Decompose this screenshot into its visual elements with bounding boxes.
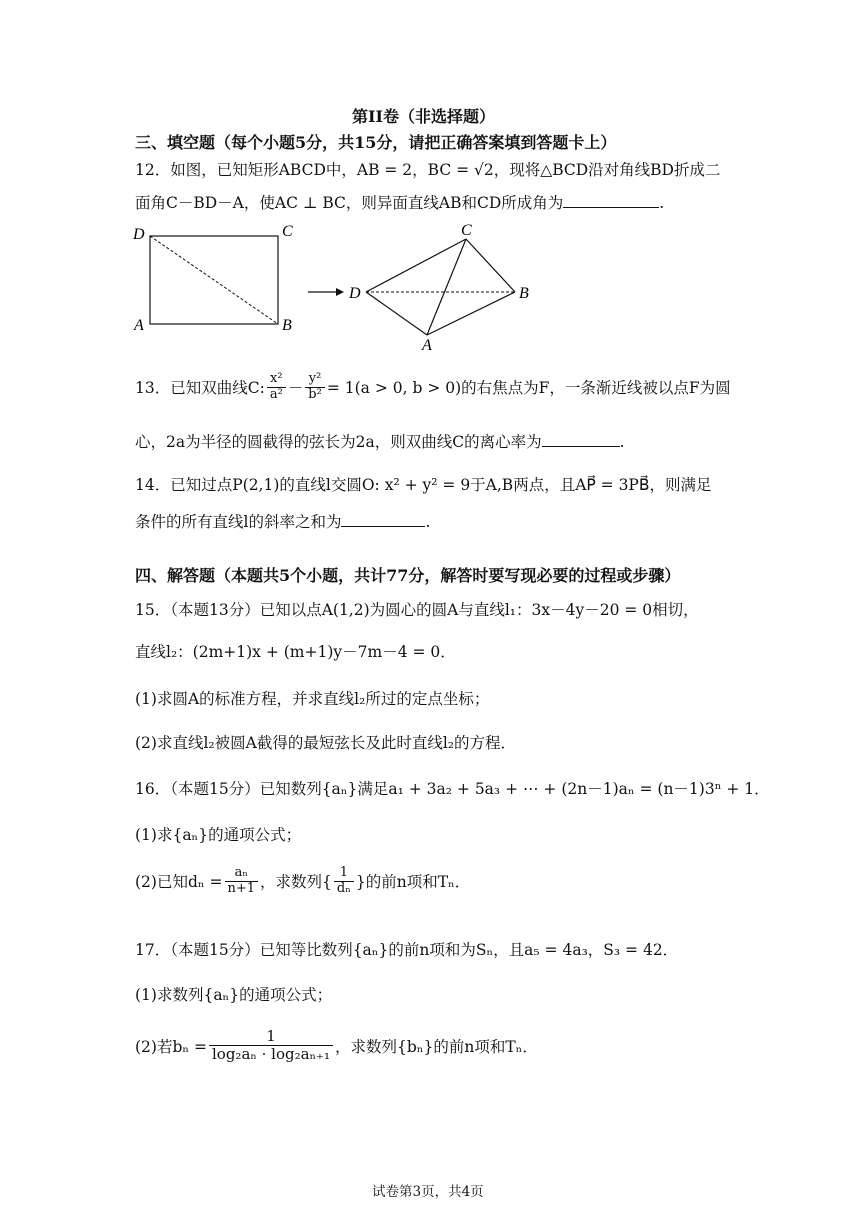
q17-line1: 17．（本题15分）已知等比数列{aₙ}的前n项和为Sₙ，且a₅ = 4a₃，S₃ = 42． bbox=[135, 941, 679, 959]
q17-part2 bbox=[135, 1028, 538, 1064]
q16-frac-den: n+1 bbox=[225, 881, 259, 897]
label-a2: A bbox=[422, 337, 432, 354]
label-c1: C bbox=[282, 223, 293, 240]
q13-frac-y bbox=[305, 372, 325, 403]
q16-part2 bbox=[135, 866, 470, 897]
q15-part2: (2)求直线l₂被圆A截得的最短弦长及此时直线l₂的方程． bbox=[135, 734, 516, 752]
diagonal-bd bbox=[150, 236, 278, 324]
q16-frac-d bbox=[225, 866, 259, 897]
edge-da bbox=[366, 292, 427, 335]
label-b1: B bbox=[282, 317, 292, 334]
q13-b2: b² bbox=[305, 387, 325, 403]
q16-part2-mid: ，求数列{ bbox=[260, 873, 332, 892]
q16-line1: 16．（本题15分）已知数列{aₙ}满足a₁ + 3a₂ + 5a₃ + ⋯ + (2n－1)aₙ = (n－1)3ⁿ + 1． bbox=[135, 780, 770, 798]
q13-frac-x bbox=[267, 372, 286, 403]
q12-figure bbox=[130, 222, 550, 357]
section3-header: 三、填空题（每个小题5分，共15分，请把正确答案填到答题卡上） bbox=[135, 133, 617, 152]
q17-frac-den: log₂aₙ · log₂aₙ₊₁ bbox=[209, 1045, 333, 1063]
q12-line1: 12．如图，已知矩形ABCD中，AB = 2，BC = √2，现将△BCD沿对角线BD折成二 bbox=[135, 161, 721, 179]
q12-line2: 面角C－BD－A，使AC ⊥ BC，则异面直线AB和CD所成角为 . bbox=[135, 194, 665, 212]
q12-answer-blank[interactable] bbox=[563, 193, 659, 208]
q13-answer-blank[interactable] bbox=[542, 432, 620, 447]
q13-y2: y² bbox=[308, 371, 322, 386]
edge-dc bbox=[366, 239, 466, 292]
label-d1: D bbox=[133, 226, 145, 243]
q15-line2: 直线l₂：(2m+1)x + (m+1)y－7m－4 = 0． bbox=[135, 643, 456, 661]
q17-frac-num: 1 bbox=[266, 1027, 276, 1045]
label-d2: D bbox=[349, 285, 361, 302]
q13-suffix: = 1(a > 0, b > 0)的右焦点为F，一条渐近线被以点F为圆 bbox=[326, 379, 731, 398]
q15-part1: (1)求圆A的标准方程，并求直线l₂所过的定点坐标； bbox=[135, 690, 490, 708]
label-b2: B bbox=[519, 285, 529, 302]
q13-a2: a² bbox=[267, 387, 286, 403]
q16-frac-num: aₙ bbox=[234, 865, 248, 880]
edge-ab bbox=[427, 292, 515, 335]
edge-cb bbox=[466, 239, 515, 292]
q17-part1: (1)求数列{aₙ}的通项公式； bbox=[135, 986, 333, 1004]
q17-part2-suffix: ，求数列{bₙ}的前n项和Tₙ． bbox=[335, 1037, 538, 1056]
q13-line2-text: 心，2a为半径的圆截得的弦长为2a，则双曲线C的离心率为 bbox=[135, 433, 542, 451]
q17-part2-prefix: (2)若bₙ = bbox=[135, 1037, 207, 1056]
page-footer: 试卷第3页，共4页 bbox=[372, 1184, 484, 1200]
q16-frac2-num: 1 bbox=[339, 865, 349, 880]
q13-prefix: 13．已知双曲线C: bbox=[135, 379, 265, 398]
q14-line2: 条件的所有直线l的斜率之和为 . bbox=[135, 513, 431, 531]
edge-ca bbox=[427, 239, 466, 335]
q16-frac-inv bbox=[334, 866, 354, 897]
label-c2: C bbox=[461, 222, 472, 239]
q17-frac-b bbox=[209, 1028, 333, 1064]
q14-line1: 14．已知过点P(2,1)的直线l交圆O: x² + y² = 9于A,B两点，且AP⃗ = 3PB⃗，则满足 bbox=[135, 476, 712, 494]
q16-part1: (1)求{aₙ}的通项公式； bbox=[135, 826, 302, 844]
q16-part2-prefix: (2)已知dₙ = bbox=[135, 873, 223, 892]
q16-frac2-den: dₙ bbox=[334, 881, 354, 897]
q16-part2-suffix: }的前n项和Tₙ． bbox=[355, 873, 471, 892]
q14-answer-blank[interactable] bbox=[341, 512, 425, 527]
label-a1: A bbox=[134, 317, 144, 334]
q14-line2-text: 条件的所有直线l的斜率之和为 bbox=[135, 513, 342, 531]
q12-line2-text: 面角C－BD－A，使AC ⊥ BC，则异面直线AB和CD所成角为 bbox=[135, 194, 564, 212]
q13-x2: x² bbox=[270, 371, 283, 386]
section-title: 第II卷（非选择题） bbox=[352, 107, 495, 126]
arrow-head bbox=[336, 288, 344, 296]
q13-line2: 心，2a为半径的圆截得的弦长为2a，则双曲线C的离心率为 . bbox=[135, 433, 625, 451]
q15-line1: 15．（本题13分）已知以点A(1,2)为圆心的圆A与直线l₁：3x－4y－20 = 0相切， bbox=[135, 601, 699, 619]
section4-header: 四、解答题（本题共5个小题，共计77分，解答时要写现必要的过程或步骤） bbox=[135, 566, 681, 585]
q13-line1: 13．已知双曲线C: $\frac{\text{x²}}{\text{a²}}$ － $\frac{\text{y²}}{\text{b²}}$ = 1(a > 0, b > 0)的右焦点为F，一条渐近线被以点F为圆 bbox=[135, 371, 731, 402]
